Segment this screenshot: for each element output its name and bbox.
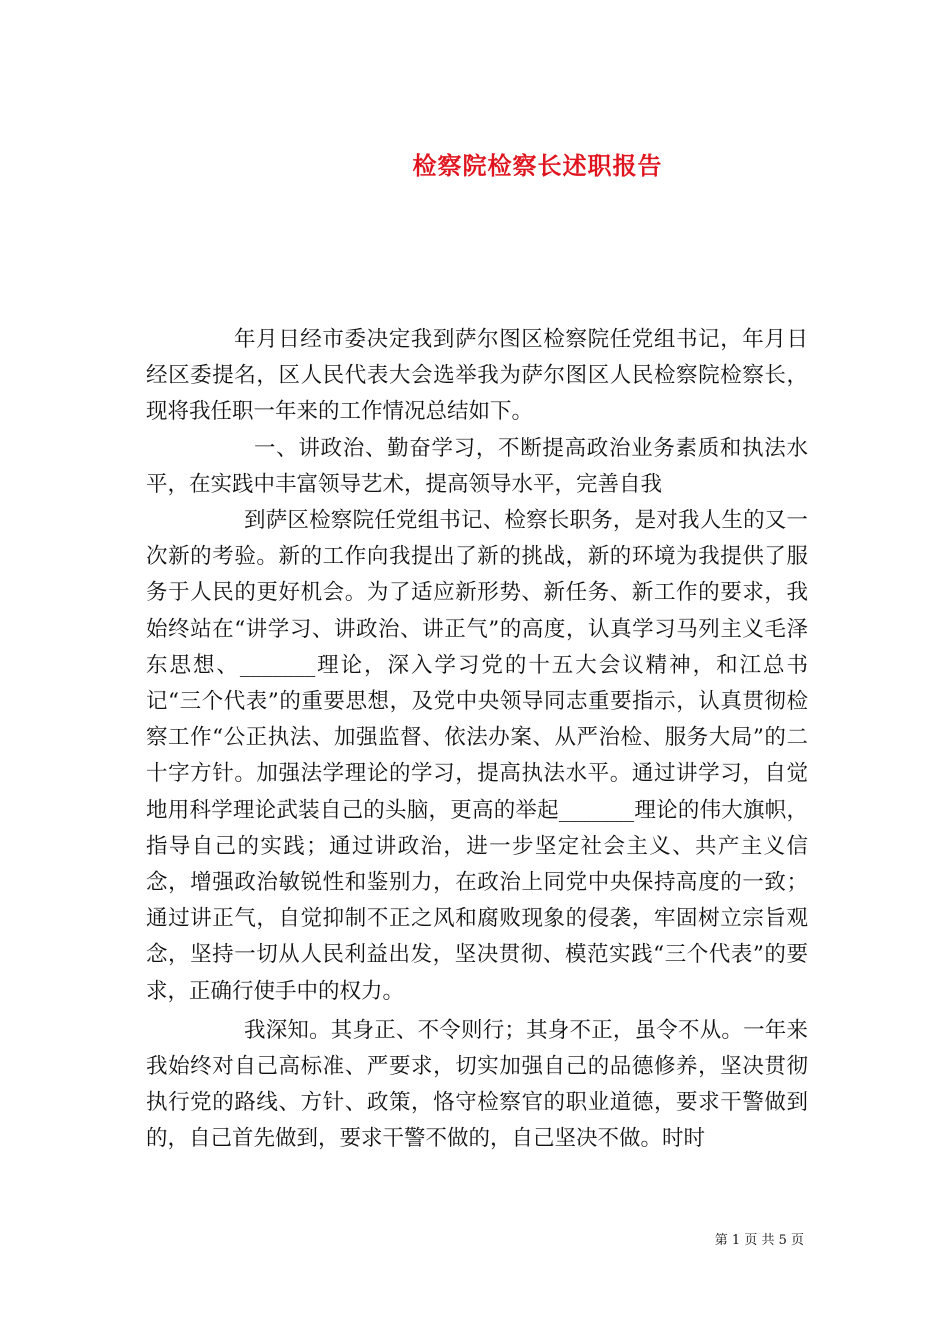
document-body	[146, 322, 808, 1158]
paragraph-study: 到萨区检察院任党组书记、检察长职务，是对我人生的又一次新的考验。新的工作向我提出了新的挑战，新的环境为我提供了服务于人民的更好机会。为了适应新形势、新任务、新工作的要求，我始终站在“讲学习、讲政治、讲正气”的高度，认真学习马列主义毛泽东思想、_______理论，深入学习党的十五大会议精神，和江总书记“三个代表”的重要思想，及党中央领导同志重要指示，认真贯彻检察工作“公正执法、加强监督、依法办案、从严治检、服务大局”的二十字方针。加强法学理论的学习，提高执法水平。通过讲学习，自觉地用科学理论武装自己的头脑，更高的举起_______理论的伟大旗帜，指导自己的实践；通过讲政治，进一步坚定社会主义、共产主义信念，增强政治敏锐性和鉴别力，在政治上同党中央保持高度的一致；通过讲正气，自觉抑制不正之风和腐败现象的侵袭，牢固树立宗旨观念，坚持一切从人民利益出发，坚决贯彻、模范实践“三个代表”的要求，正确行使手中的权力。	[146, 508, 808, 1004]
page-number: 第 1 页 共 5 页	[714, 1233, 804, 1248]
paragraph-self-discipline: 我深知。其身正、不令则行；其身不正，虽令不从。一年来我始终对自己高标准、严要求，切实加强自己的品德修养，坚决贯彻执行党的路线、方针、政策，恪守检察官的职业道德，要求干警做到的，自己首先做到，要求干警不做的，自己坚决不做。时时	[146, 1017, 808, 1152]
paragraph-intro: 年月日经市委决定我到萨尔图区检察院任党组书记，年月日经区委提名，区人民代表大会选举我为萨尔图区人民检察院检察长，现将我任职一年来的工作情况总结如下。	[146, 327, 808, 425]
paragraph-section-heading: 一、讲政治、勤奋学习，不断提高政治业务素质和执法水平，在实践中丰富领导艺术，提高领导水平，完善自我	[146, 435, 808, 497]
document-title: 检察院检察长述职报告	[412, 151, 663, 181]
